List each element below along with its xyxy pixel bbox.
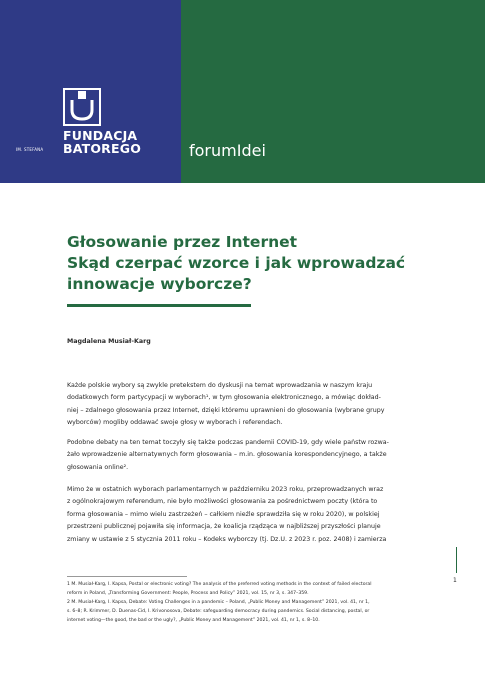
footnote-line: internet voting—the good, the bad or the ugly?, „Public Money and Management” 2021, vol. 41, nr 1, s. 8–10. <box>67 618 320 623</box>
fundacja-batorego-logo-icon <box>63 88 101 126</box>
text-line: Mimo że w ostatnich wyborach parlamentarnych w październiku 2023 roku, przeprowadzanych wraz <box>67 486 384 493</box>
text-line: z ogólnokrajowym referendum, nie było możliwości głosowania za pośrednictwem poczty (która to <box>67 498 378 506</box>
author-name: Magdalena Musiał-Karg <box>67 338 151 345</box>
footnote-line: 1 M. Musiał-Karg, I. Kapsa, Postal or electronic voting? The analysis of the preferred voting methods in the context of failed electoral <box>67 582 372 587</box>
text-line: Każde polskie wybory są zwykle pretekstem do dyskusji na temat wprowadzania w naszym kraju <box>67 382 373 389</box>
paragraph-3 <box>67 484 419 546</box>
text-line: żało wprowadzenie alternatywnych form głosowania – m.in. głosowania korespondencyjnego, a także <box>67 451 387 459</box>
text-line: niej – zdalnego głosowania przez Internet, dzięki któremu uprawnieni do głosowania (wybrane grupy <box>67 406 385 414</box>
text-line: wyborców) mogliby oddawać swoje głosy w wyborach i referendach. <box>67 419 283 427</box>
footnote-line: s. 6–8; R. Krimmer, D. Duenas-Cid, I. Krivonosova, Debate: safeguarding democracy during pandemics. Social distancing, postal, or <box>67 609 370 614</box>
footnote-line: 2 M. Musiał-Karg, I. Kapsa, Debate: Voting Challenges in a pandemic – Poland, „Public Money and Management” 2021, vol. 41, nr 1, <box>67 600 370 605</box>
page-header <box>0 0 485 183</box>
text-line: dodatkowych form partycypacji w wyborach¹, w tym głosowania elektronicznego, a mówiąc dokład- <box>67 394 381 402</box>
footnote-line: reform in Poland, „Transforming Government: People, Process and Policy” 2021, vol. 15, nr 3, s. 347–359. <box>67 591 309 596</box>
footnotes <box>67 580 437 625</box>
title-line: Głosowanie przez Internet <box>67 233 298 251</box>
title-line: innowacje wyborcze? <box>67 275 252 293</box>
series-name: forumIdei <box>189 141 266 160</box>
text-line: zmiany w ustawie z 5 stycznia 2011 roku – Kodeks wyborczy (tj. Dz.U. z 2023 r. poz. 2408) i zamierza <box>67 535 387 543</box>
footnote-rule <box>67 576 187 577</box>
margin-marker <box>456 547 457 573</box>
title-line: Skąd czerpać wzorce i jak wprowadzać <box>67 254 406 272</box>
text-line: przestrzeni publicznej pojawiła się informacja, że koalicja rządząca w najbliższej przyszłości planuje <box>67 523 381 531</box>
text-line: forma głosowania – mimo wielu zastrzeżeń – całkiem nieźle sprawdziła się w roku 2020), w polskiej <box>67 510 380 518</box>
org-name-line1: FUNDACJA <box>63 128 138 143</box>
text-line: Podobne debaty na ten temat toczyły się także podczas pandemii COVID-19, gdy wiele państw rozwa- <box>67 439 389 446</box>
title-underline <box>67 304 251 307</box>
paragraph-2 <box>67 437 419 474</box>
document-title <box>67 232 427 295</box>
paragraph-1 <box>67 380 419 430</box>
text-line: głosowania online². <box>67 463 129 471</box>
page-number: 1 <box>453 577 457 584</box>
org-small-text: IM. STEFANA <box>16 147 44 152</box>
org-name-line2: BATOREGO <box>63 141 142 156</box>
